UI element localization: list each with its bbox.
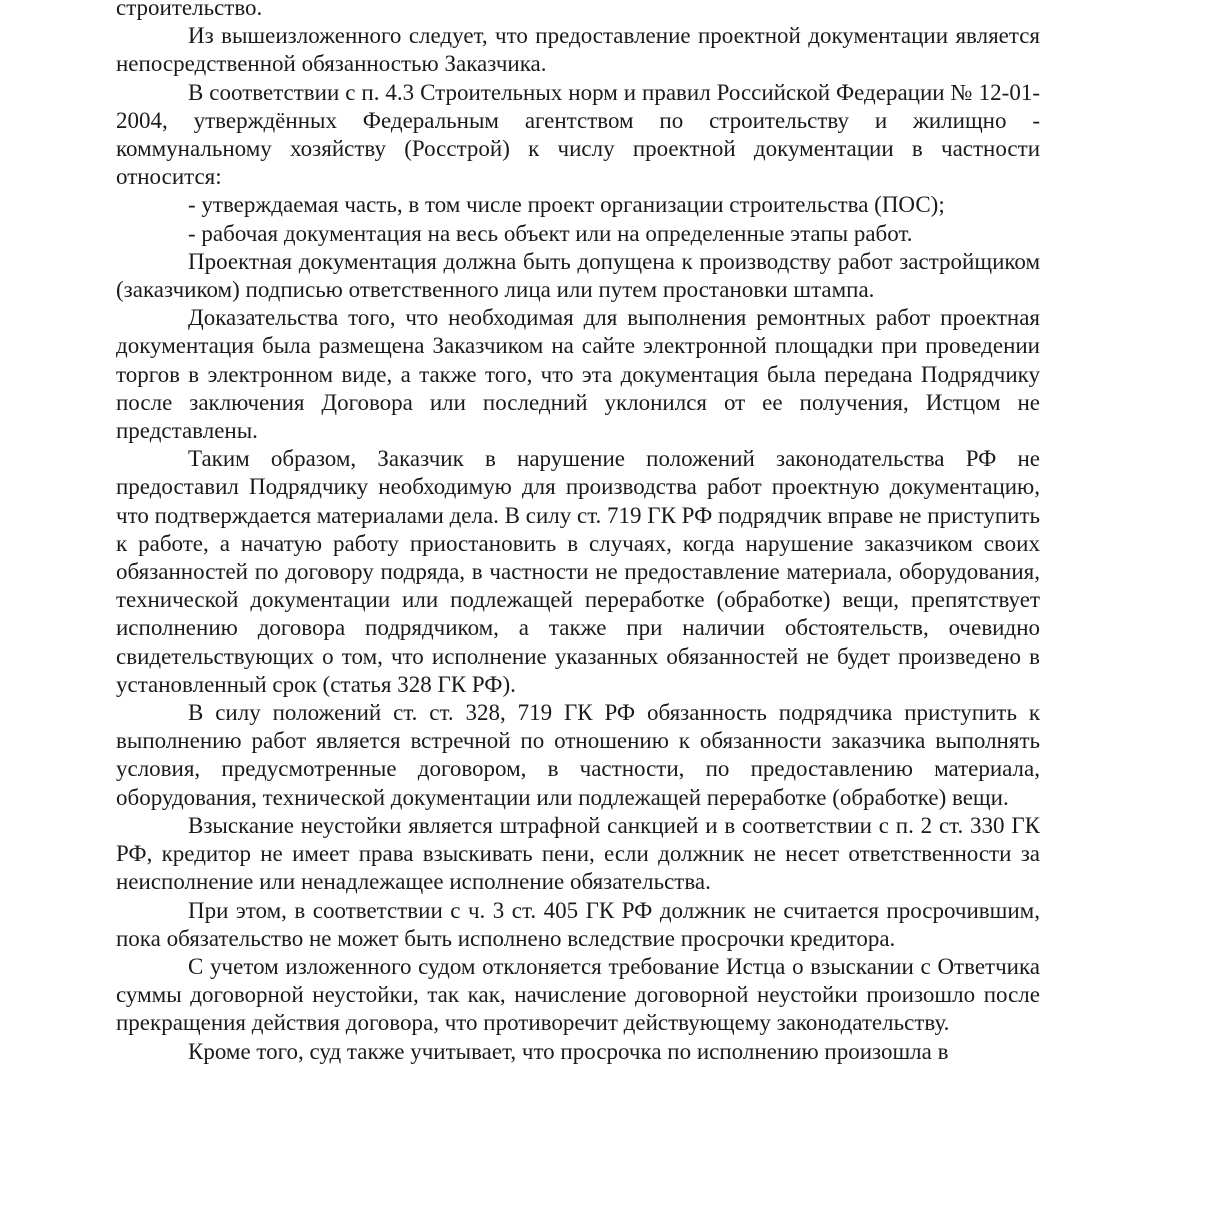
document-page xyxy=(116,0,1040,1214)
paragraph-claim-rejected: С учетом изложенного судом отклоняется требование Истца о взыскании с Ответчика суммы договорной неустойки, так как, начисление договорной неустойки произошло после прекращения действия договора, что противоречит действующему законодательству. xyxy=(116,953,1040,1036)
paragraph-customer-violation: Таким образом, Заказчик в нарушение положений законодательства РФ не предоставил Подрядчику необходимую для производства работ проектную документацию, что подтверждается материалами дела. В силу ст. 719 ГК РФ подрядчик вправе не приступить к работе, а начатую работу приостановить в случаях, когда нарушение заказчиком своих обязанностей по договору подряда, в частности не предоставление материала, оборудования, технической документации или подлежащей переработке (обработке) вещи, препятствует исполнению договора подрядчиком, а также при наличии обстоятельств, очевидно свидетельствующих о том, что исполнение указанных обязанностей не будет произведено в установленный срок (статья 328 ГК РФ). xyxy=(116,446,1040,697)
document-text xyxy=(116,0,1040,1066)
paragraph-court-considers: Кроме того, суд также учитывает, что просрочка по исполнению произошла в xyxy=(188,1038,949,1064)
paragraph-continuation: строительство. xyxy=(116,0,263,20)
paragraph-snip-reference: В соответствии с п. 4.3 Строительных норм и правил Российской Федерации № 12-01-2004, утверждённых Федеральным агентством по строительству и жилищно - коммунальному хозяйству (Росстрой) к числу проектной документации в частности относится: xyxy=(116,79,1040,190)
paragraph-admission-to-works: Проектная документация должна быть допущена к производству работ застройщиком (заказчиком) подписью ответственного лица или путем простановки штампа. xyxy=(116,248,1040,303)
paragraph-obligation-conclusion: Из вышеизложенного следует, что предоставление проектной документации является непосредственной обязанностью Заказчика. xyxy=(116,23,1040,77)
paragraph-penalty: Взыскание неустойки является штрафной санкцией и в соответствии с п. 2 ст. 330 ГК РФ, кредитор не имеет права взыскивать пени, если должник не несет ответственности за неисполнение или ненадлежащее исполнение обязательства. xyxy=(116,812,1040,895)
list-item-approved-part: - утверждаемая часть, в том числе проект организации строительства (ПОС); xyxy=(188,192,945,218)
paragraph-evidence: Доказательства того, что необходимая для выполнения ремонтных работ проектная документация была размещена Заказчиком на сайте электронной площадки при проведении торгов в электронном виде, а также того, что эта документация была передана Подрядчику после заключения Договора или последний уклонился от ее получения, Истцом не представлены. xyxy=(116,305,1040,444)
paragraph-creditor-delay: При этом, в соответствии с ч. 3 ст. 405 ГК РФ должник не считается просрочившим, пока обязательство не может быть исполнено вследствие просрочки кредитора. xyxy=(116,897,1040,951)
paragraph-counter-obligation: В силу положений ст. ст. 328, 719 ГК РФ обязанность подрядчика приступить к выполнению работ является встречной по отношению к обязанности заказчика выполнять условия, предусмотренные договором, в частности, по предоставлению материала, оборудования, технической документации или подлежащей переработке (обработке) вещи. xyxy=(116,700,1040,810)
list-item-working-docs: - рабочая документация на весь объект или на определенные этапы работ. xyxy=(188,220,913,246)
